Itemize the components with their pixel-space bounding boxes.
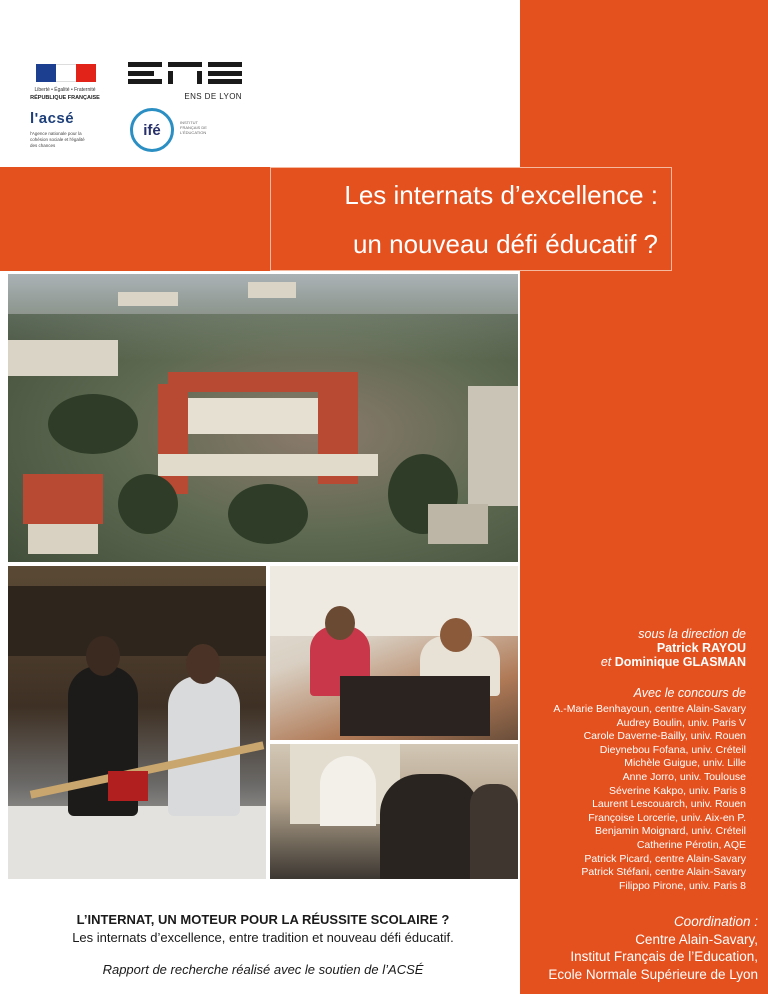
bottom-summary xyxy=(8,912,518,977)
title-line-1: Les internats d’excellence : xyxy=(344,180,658,210)
title-line-2: un nouveau défi éducatif ? xyxy=(352,229,658,259)
contributor: Patrick Picard, centre Alain-Savary xyxy=(584,852,746,865)
contributor: Audrey Boulin, univ. Paris V xyxy=(616,716,746,729)
republique-francaise-logo xyxy=(22,58,108,106)
contributor: Laurent Lescouarch, univ. Rouen xyxy=(592,798,746,811)
director-1: Patrick RAYOU xyxy=(656,641,746,655)
contributor: Carole Daverne-Bailly, univ. Rouen xyxy=(583,730,746,743)
workshop-photo xyxy=(8,566,266,879)
courtyard-photo xyxy=(270,744,518,879)
acse-logo xyxy=(30,110,110,160)
bottom-subtitle: Les internats d’excellence, entre tradition et nouveau défi éducatif. xyxy=(72,930,454,945)
report-note: Rapport de recherche réalisé avec le soutien de l’ACSÉ xyxy=(102,962,424,977)
director-2: Dominique GLASMAN xyxy=(614,655,746,669)
ife-mark: ifé xyxy=(130,108,174,152)
contributors-list xyxy=(553,703,746,893)
contributor: Anne Jorro, univ. Toulouse xyxy=(622,770,746,783)
director-2-prefix: et xyxy=(600,655,612,669)
french-flag-icon xyxy=(36,64,96,82)
direction-intro: sous la direction de xyxy=(638,627,746,641)
concours-intro: Avec le concours de xyxy=(633,686,746,700)
ife-logo xyxy=(130,108,210,160)
ens-mark-icon xyxy=(128,62,242,84)
coordination-block xyxy=(548,913,758,983)
republique-motto: Liberté • Égalité • Fraternité xyxy=(34,87,96,93)
classroom-photo xyxy=(270,566,518,740)
republique-name: RÉPUBLIQUE FRANÇAISE xyxy=(30,95,100,101)
contributor: Séverine Kakpo, univ. Paris 8 xyxy=(609,784,746,797)
coordination-label: Coordination : xyxy=(673,914,758,929)
acse-name: l'acsé xyxy=(30,110,75,127)
contributor: Françoise Lorcerie, univ. Aix-en P. xyxy=(588,811,746,824)
contributor: Catherine Pérotin, AQE xyxy=(636,838,746,851)
coordination-line-1: Centre Alain-Savary, xyxy=(635,931,758,947)
coordination-line-2: Institut Français de l’Education, xyxy=(570,949,758,964)
ens-lyon-logo xyxy=(128,62,242,102)
contributor: Dieynebou Fofana, univ. Créteil xyxy=(599,743,746,756)
contributor: Benjamin Moignard, univ. Créteil xyxy=(595,825,746,838)
direction-credits xyxy=(601,627,746,669)
aerial-campus-photo xyxy=(8,274,518,562)
contributor: A.-Marie Benhayoun, centre Alain-Savary xyxy=(553,703,746,715)
contributor: Filippo Pirone, univ. Paris 8 xyxy=(618,879,746,892)
acse-description: l'Agence nationale pour la cohésion sociale et l'égalité des chances xyxy=(30,131,85,148)
coordination-line-3: Ecole Normale Supérieure de Lyon xyxy=(548,966,758,982)
ens-subtitle: ENS DE LYON xyxy=(184,92,242,101)
contributor: Michèle Guigue, univ. Lille xyxy=(624,757,746,770)
ife-description: INSTITUT FRANÇAIS DE L'ÉDUCATION xyxy=(180,120,207,135)
contributor: Patrick Stéfani, centre Alain-Savary xyxy=(581,866,746,879)
bottom-headline: L’INTERNAT, UN MOTEUR POUR LA RÉUSSITE SCOLAIRE ? xyxy=(76,912,450,927)
